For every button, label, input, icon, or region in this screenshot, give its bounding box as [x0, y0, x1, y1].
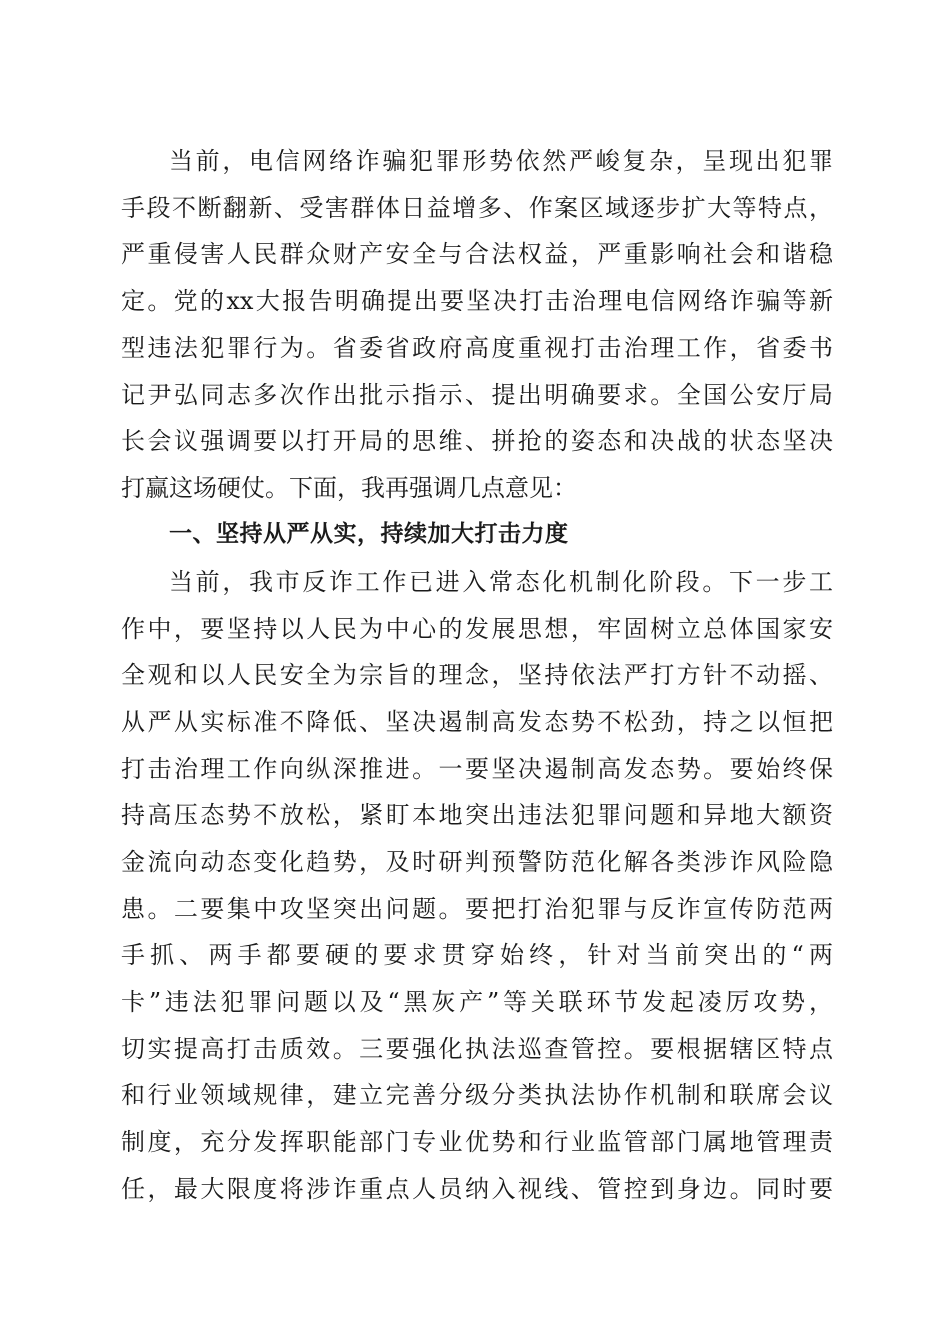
paragraph-line: 型违法犯罪行为。省委省政府高度重视打击治理工作，省委书 [121, 334, 833, 362]
paragraph-line: 严重侵害人民群众财产安全与合法权益，严重影响社会和谐稳 [121, 240, 833, 268]
body-line: 金流向动态变化趋势，及时研判预警防范化解各类涉诈风险隐 [121, 848, 833, 876]
paragraph-line: 长会议强调要以打开局的思维、拼抢的姿态和决战的状态坚决 [121, 427, 833, 455]
paragraph-line: 记尹弘同志多次作出批示指示、提出明确要求。全国公安厅局 [121, 381, 833, 409]
body-line: 全观和以人民安全为宗旨的理念，坚持依法严打方针不动摇、 [121, 661, 833, 689]
body-line: 患。二要集中攻坚突出问题。要把打治犯罪与反诈宣传防范两 [121, 895, 833, 923]
body-line: 和行业领域规律，建立完善分级分类执法协作机制和联席会议 [121, 1081, 833, 1109]
body-line: 持高压态势不放松，紧盯本地突出违法犯罪问题和异地大额资 [121, 801, 833, 829]
body-line: 卡”违法犯罪问题以及“黑灰产”等关联环节发起凌厉攻势， [121, 988, 833, 1016]
paragraph-line: 定。党的xx大报告明确提出要坚决打击治理电信网络诈骗等新 [121, 287, 833, 315]
body-line: 打击治理工作向纵深推进。一要坚决遏制高发态势。要始终保 [121, 755, 833, 783]
body-line: 制度，充分发挥职能部门专业优势和行业监管部门属地管理责 [121, 1128, 833, 1156]
body-line: 切实提高打击质效。三要强化执法巡查管控。要根据辖区特点 [121, 1035, 833, 1063]
body-line: 手抓、两手都要硬的要求贯穿始终，针对当前突出的“两 [121, 941, 833, 969]
body-line: 作中，要坚持以人民为中心的发展思想，牢固树立总体国家安 [121, 615, 833, 643]
body-line: 从严从实标准不降低、坚决遏制高发态势不松劲，持之以恒把 [121, 708, 833, 736]
body-line: 当前，我市反诈工作已进入常态化机制化阶段。下一步工 [169, 568, 833, 596]
paragraph-line: 当前，电信网络诈骗犯罪形势依然严峻复杂，呈现出犯罪 [169, 147, 833, 175]
section-heading: 一、坚持从严从实，持续加大打击力度 [169, 521, 569, 547]
paragraph-line: 打赢这场硬仗。下面，我再强调几点意见： [121, 474, 577, 502]
paragraph-line: 手段不断翻新、受害群体日益增多、作案区域逐步扩大等特点， [121, 194, 833, 222]
body-line: 任，最大限度将涉诈重点人员纳入视线、管控到身边。同时要 [121, 1175, 833, 1203]
